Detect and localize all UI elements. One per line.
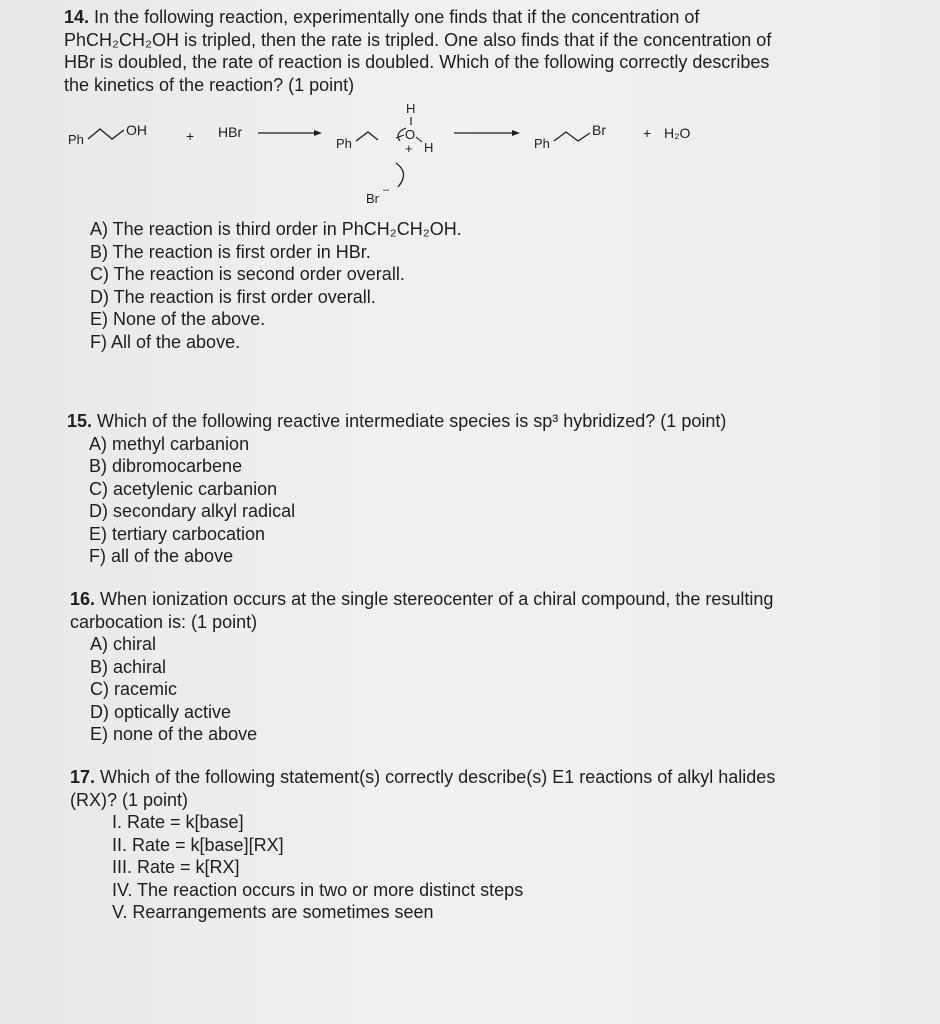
question-14-stem-line-1: In the following reaction, experimentally one finds that if the concentration of — [94, 7, 700, 27]
intermediate-plus-charge: + — [405, 141, 413, 156]
option-16-c[interactable]: C) racemic — [90, 679, 178, 699]
option-15-a[interactable]: A) methyl carbanion — [89, 433, 250, 454]
water-label: H₂O — [664, 125, 691, 141]
option-14-b[interactable]: B) The reaction is first order in HBr. — [90, 241, 371, 262]
bromide-charge: – — [383, 184, 390, 196]
question-15-options — [89, 433, 927, 568]
question-17 — [70, 766, 930, 924]
question-17-stem — [70, 766, 930, 811]
option-16-d[interactable]: D) optically active — [90, 701, 232, 722]
intermediate-ph-label: Ph — [336, 136, 352, 151]
product-br-label: Br — [592, 122, 606, 138]
question-14-stem-line-3: HBr is doubled, the rate of reaction is doubled. Which of the following correctly describes — [64, 52, 770, 72]
question-15-stem — [67, 410, 927, 433]
question-14-number: 14. — [64, 7, 90, 27]
option-15-b[interactable]: B) dibromocarbene — [89, 456, 243, 476]
question-14-options — [90, 218, 924, 353]
question-15 — [67, 410, 927, 568]
o-h-bond-right — [416, 137, 422, 142]
option-16-a[interactable]: A) chiral — [90, 634, 157, 654]
product-chain — [554, 132, 590, 141]
bromide-label: Br — [366, 191, 379, 206]
question-14-stem-line-2: PhCH₂CH₂OH is tripled, then the rate is tripled. One also finds that if the concentration of — [64, 29, 772, 50]
question-15-stem-text: Which of the following reactive intermediate species is sp³ hybridized? (1 point) — [97, 411, 727, 431]
reactant-ph-label: Ph — [68, 132, 84, 147]
question-16-number: 16. — [70, 589, 96, 609]
option-15-d[interactable]: D) secondary alkyl radical — [89, 501, 296, 521]
question-17-statements — [112, 811, 930, 924]
option-14-c[interactable]: C) The reaction is second order overall. — [90, 264, 405, 284]
product-ph-label: Ph — [534, 136, 550, 151]
question-16-stem-line-2: carbocation is: (1 point) — [70, 611, 258, 632]
question-16-stem-line-1: When ionization occurs at the single stereocenter of a chiral compound, the resulting — [100, 589, 774, 609]
question-14-stem — [64, 6, 924, 96]
reaction-scheme — [60, 95, 740, 215]
question-15-number: 15. — [67, 411, 93, 431]
option-14-d[interactable]: D) The reaction is first order overall. — [90, 286, 376, 307]
question-17-number: 17. — [70, 767, 96, 787]
hbr-label: HBr — [218, 124, 243, 140]
reactant-chain — [88, 129, 124, 139]
c-o-bond — [396, 135, 404, 138]
option-16-e[interactable]: E) none of the above — [90, 724, 258, 744]
intermediate-o: O — [405, 127, 416, 142]
intermediate-chain — [356, 132, 378, 141]
option-15-e[interactable]: E) tertiary carbocation — [89, 523, 266, 544]
intermediate-h-top: H — [406, 101, 416, 116]
statement-17-v[interactable]: V. Rearrangements are sometimes seen — [112, 902, 434, 922]
arrowhead-1 — [314, 130, 322, 136]
question-16 — [70, 588, 930, 746]
question-14-stem-line-4: the kinetics of the reaction? (1 point) — [64, 74, 355, 95]
intermediate-h-right: H — [424, 140, 434, 155]
reactant-oh-label: OH — [126, 122, 147, 138]
statement-17-iv[interactable]: IV. The reaction occurs in two or more distinct steps — [112, 879, 524, 900]
option-16-b[interactable]: B) achiral — [90, 656, 167, 677]
statement-17-ii[interactable]: II. Rate = k[base][RX] — [112, 834, 284, 855]
question-17-stem-line-1: Which of the following statement(s) correctly describe(s) E1 reactions of alkyl halides — [100, 767, 776, 787]
option-14-e[interactable]: E) None of the above. — [90, 309, 266, 329]
statement-17-iii[interactable]: III. Rate = k[RX] — [112, 857, 240, 877]
statement-17-i[interactable]: I. Rate = k[base] — [112, 812, 244, 832]
curved-arrow-bromide — [396, 163, 404, 187]
plus-sign-2: + — [643, 125, 652, 141]
option-15-c[interactable]: C) acetylenic carbanion — [89, 478, 278, 499]
option-14-f[interactable]: F) All of the above. — [90, 331, 241, 352]
question-17-stem-line-2: (RX)? (1 point) — [70, 789, 189, 810]
question-16-stem — [70, 588, 930, 633]
option-14-a[interactable]: A) The reaction is third order in PhCH₂CH₂OH. — [90, 219, 462, 239]
option-15-f[interactable]: F) all of the above — [89, 546, 234, 566]
plus-sign-1: + — [186, 128, 195, 144]
question-16-options — [90, 633, 930, 746]
arrowhead-2 — [512, 130, 520, 136]
